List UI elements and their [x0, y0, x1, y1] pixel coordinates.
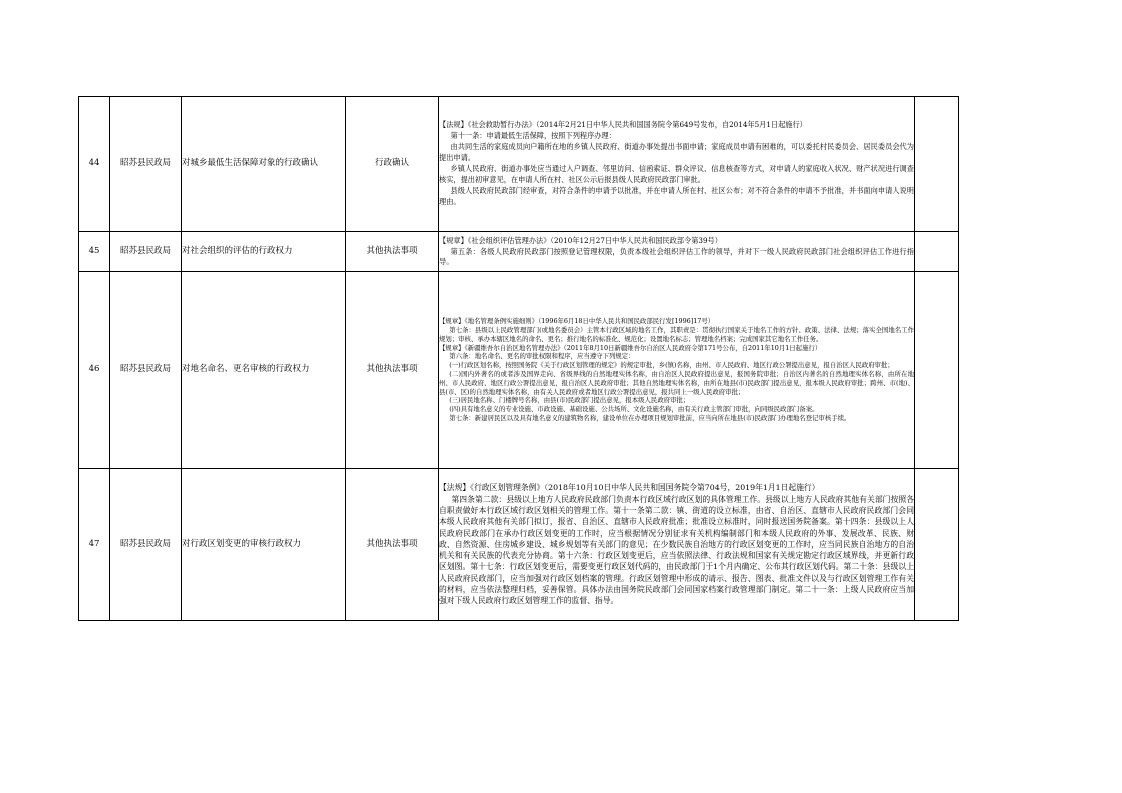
basis-paragraph: 乡镇人民政府、街道办事处应当通过入户调查、邻里访问、信函索证、群众评议、信息核查等方式，对申请人的家庭收入状况、财产状况进行调查核实，提出初审意见，在申请人所在村、社区公示后报县级人民政府民政部门审批。 [439, 164, 914, 184]
power-type-cell: 行政确认 [346, 97, 439, 232]
remarks-cell [915, 272, 959, 469]
legal-basis-cell [439, 272, 915, 469]
table-row [79, 232, 959, 272]
row-number: 46 [79, 272, 110, 469]
power-list-table [78, 96, 959, 621]
basis-paragraph: 【法规】《行政区划管理条例》（2018年10月10日中华人民共和国国务院令第704号，2019年1月1日起施行） [439, 483, 820, 493]
basis-paragraph: 县级人民政府民政部门经审查，对符合条件的申请予以批准，并在申请人所在村、社区公布；对不符合条件的申请不予批准，并书面向申请人说明理由。 [439, 185, 914, 206]
basis-paragraph: 【规章】《新疆维吾尔自治区地名管理办法》（2011年8月10日新疆维吾尔自治区人民政府令第171号公布，自2011年10月1日起施行） [439, 343, 822, 352]
basis-paragraph: (二)国内外著名的或者涉及国界走向、省级界线的自然地理实体名称，由自治区人民政府提出意见，报国务院审批；自治区内著名的自然地理实体名称，由所在地州、市人民政府、地区行政公署提出意见，报自治区人民政府审批；其他自然地理实体名称，由所在地县(市)民政部门提出意见，报本级人民政府审批；跨州、市(地)、县(市、区)的自然地理实体名称，由有关人民政府或者地区行政公署提出意见，报共同上一级人民政府审批； [439, 370, 914, 396]
department-cell: 昭苏县民政局 [110, 97, 182, 232]
department-cell: 昭苏县民政局 [110, 272, 182, 469]
remarks-cell [915, 469, 959, 621]
basis-paragraph: 【规章】《地名管理条例实施细则》（1996年6月18日中华人民共和国民政部民行发[1996]17号） [439, 317, 715, 326]
power-name-cell: 对城乡最低生活保障对象的行政确认 [182, 97, 346, 232]
power-name-cell: 对社会组织的评估的行政权力 [182, 232, 346, 272]
basis-paragraph: (四)具有地名意义的专业设施、市政设施、基础设施、公共场所、文化设施名称，由有关行政主管部门审批，向同级民政部门备案。 [449, 405, 819, 414]
power-type-cell: 其他执法事项 [346, 272, 439, 469]
table-row [79, 469, 959, 621]
basis-paragraph: (一)行政区划名称，按照国务院《关于行政区划管理的规定》的规定审批，乡(镇)名称，由州、市人民政府、地区行政公署提出意见，报自治区人民政府审批； [449, 361, 894, 370]
basis-paragraph: 第七条：县级以上民政管理部门(或地名委员会）主管本行政区域的地名工作，其职责是：贯彻执行国家关于地名工作的方针、政策、法律、法规；落实全国地名工作规划；审核、承办本辖区地名的命名、更名；推行地名的标准化、规范化；设置地名标志；管理地名档案；完成国家其它地名工作任务。 [439, 325, 914, 343]
basis-paragraph: 第十一条：申请最低生活保障，按照下列程序办理： [450, 131, 616, 141]
basis-paragraph: 【规章】《社会组织评估管理办法》（2010年12月27日中华人民共和国民政部令第39号） [439, 235, 722, 245]
department-cell: 昭苏县民政局 [110, 469, 182, 621]
basis-paragraph: 【法规】《社会救助暂行办法》（2014年2月21日中华人民共和国国务院令第649号发布，自2014年5月1日起施行） [439, 120, 807, 130]
basis-paragraph: 第七条：新建居民区以及具有地名意义的建筑物名称，建设单位在办理项目规划审批前，应当向所在地县(市)民政部门办理地名登记审核手续。 [449, 414, 851, 423]
table-row [79, 272, 959, 469]
row-number: 44 [79, 97, 110, 232]
power-type-cell: 其他执法事项 [346, 232, 439, 272]
basis-paragraph: 由共同生活的家庭成员向户籍所在地的乡镇人民政府、街道办事处提出书面申请；家庭成员申请有困难的，可以委托村民委员会、居民委员会代为提出申请。 [439, 142, 914, 163]
remarks-cell [915, 97, 959, 232]
basis-paragraph: 第四条第二款：县级以上地方人民政府民政部门负责本行政区域行政区划的具体管理工作。县级以上地方人民政府其他有关部门按照各自职责做好本行政区域行政区划相关的管理工作。第十一条第二款：镇、街道的设立标准，由省、自治区、直辖市人民政府民政部门会同本级人民政府其他有关部门拟订，报省、自治区、直辖市人民政府批准；批准设立标准时，同时报送国务院备案。第十四条：县级以上人民政府民政部门在承办行政区划变更的工作时，应当根据情况分别征求有关机构编制部门和本级人民政府的外事、发展改革、民族、财政、自然资源、住房城乡建设、城乡规划等有关部门的意见；在少数民族自治地方的行政区划变更的工作时，应当同民族自治地方的自治机关和有关民族的代表充分协商。第十六条：行政区划变更后，应当依照法律、行政法规和国家有关规定勘定行政区域界线，并更新行政区划图。第十七条：行政区划变更后，需要变更行政区划代码的，由民政部门于1个月内确定、公布其行政区划代码。第二十条：县级以上人民政府民政部门，应当加强对行政区划档案的管理。行政区划管理中形成的请示、报告、图表、批准文件以及与行政区划管理工作有关的材料，应当依法整理归档，妥善保管。具体办法由国务院民政部门会同国家档案行政管理部门制定。第二十一条：上级人民政府应当加强对下级人民政府行政区划管理工作的监督、指导。 [439, 494, 914, 606]
power-name-cell: 对行政区划变更的审核行政权力 [182, 469, 346, 621]
power-name-cell: 对地名命名、更名审核的行政权力 [182, 272, 346, 469]
legal-basis-cell [439, 97, 915, 232]
row-number: 45 [79, 232, 110, 272]
legal-basis-cell [439, 232, 915, 272]
power-type-cell: 其他执法事项 [346, 469, 439, 621]
department-cell: 昭苏县民政局 [110, 232, 182, 272]
remarks-cell [915, 232, 959, 272]
table-row [79, 97, 959, 232]
legal-basis-cell [439, 469, 915, 621]
basis-paragraph: 第五条：各级人民政府民政部门按照登记管理权限，负责本级社会组织评估工作的领导，并对下一级人民政府民政部门社会组织评估工作进行指导。 [439, 246, 914, 267]
basis-paragraph: (三)居民地名称、门楼牌号名称，由县(市)民政部门提出意见，报本级人民政府审批； [449, 396, 690, 405]
basis-paragraph: 第六条：地名命名、更名的审批权限和程序，应当遵守下列规定： [449, 352, 635, 361]
row-number: 47 [79, 469, 110, 621]
